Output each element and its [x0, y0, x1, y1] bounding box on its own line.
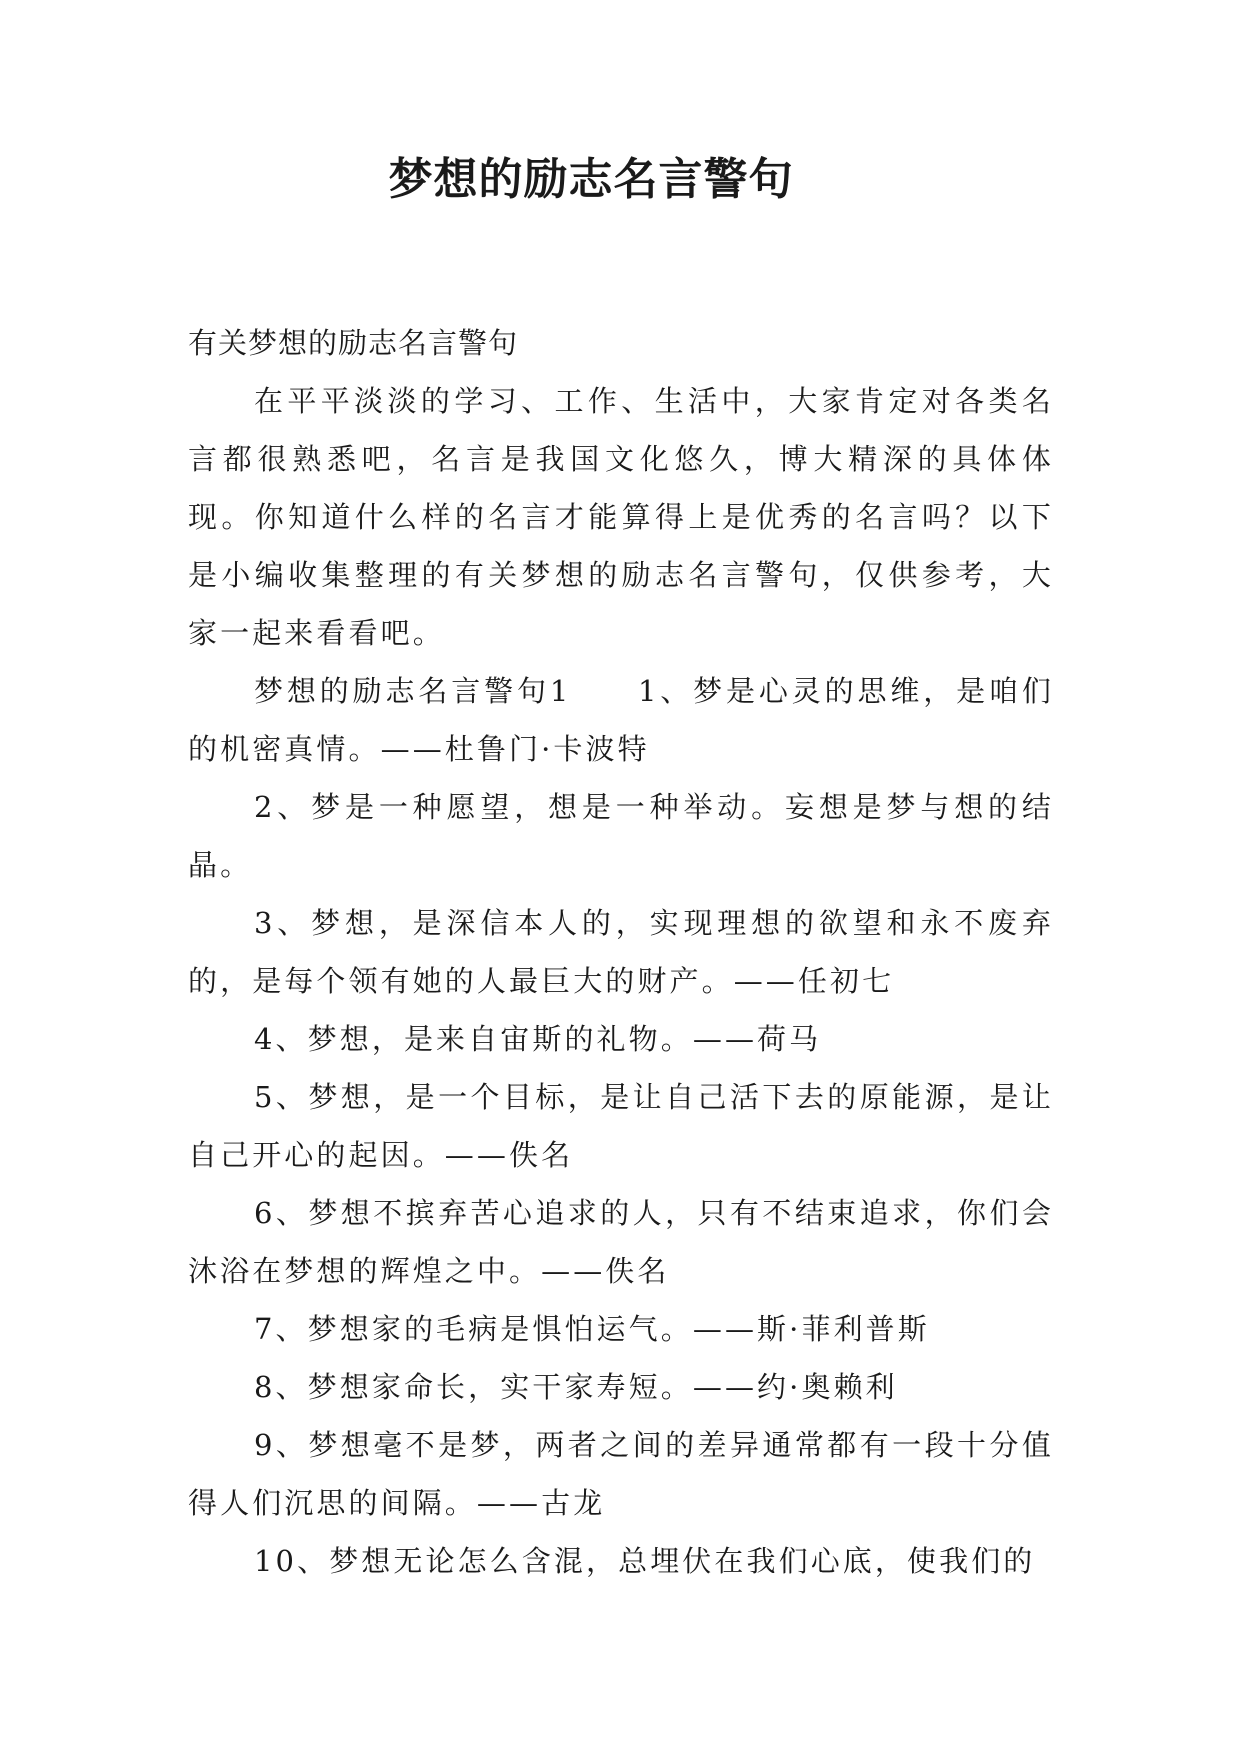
- paragraph-quote-1: 梦想的励志名言警句1 1、梦是心灵的思维，是咱们的机密真情。——杜鲁门·卡波特: [188, 674, 1054, 766]
- paragraph-quote-7: 7、梦想家的毛病是惧怕运气。——斯·菲利普斯: [254, 1312, 930, 1346]
- document-page: [188, 140, 1054, 1590]
- paragraph-quote-2: 2、梦是一种愿望，想是一种举动。妄想是梦与想的结晶。: [188, 790, 1054, 882]
- paragraph-quote-10: 10、梦想无论怎么含混，总埋伏在我们心底，使我们的: [254, 1544, 1036, 1578]
- document-title: 梦想的励志名言警句: [388, 154, 794, 205]
- paragraph-quote-4: 4、梦想，是来自宙斯的礼物。——荷马: [254, 1022, 822, 1056]
- paragraph-quote-9: 9、梦想毫不是梦，两者之间的差异通常都有一段十分值得人们沉思的间隔。——古龙: [188, 1428, 1054, 1520]
- paragraph-quote-5: 5、梦想，是一个目标，是让自己活下去的原能源，是让自己开心的起因。——佚名: [188, 1080, 1054, 1172]
- document-subtitle: 有关梦想的励志名言警句: [188, 326, 519, 360]
- paragraph-quote-6: 6、梦想不摈弃苦心追求的人，只有不结束追求，你们会沐浴在梦想的辉煌之中。——佚名: [188, 1196, 1054, 1288]
- paragraph-quote-3: 3、梦想，是深信本人的，实现理想的欲望和永不废弃的，是每个领有她的人最巨大的财产。——任初七: [188, 906, 1054, 998]
- paragraph-quote-8: 8、梦想家命长，实干家寿短。——约·奥赖利: [254, 1370, 898, 1404]
- paragraph-intro: 在平平淡淡的学习、工作、生活中，大家肯定对各类名言都很熟悉吧，名言是我国文化悠久，博大精深的具体体现。你知道什么样的名言才能算得上是优秀的名言吗？以下是小编收集整理的有关梦想的励志名言警句，仅供参考，大家一起来看看吧。: [188, 384, 1054, 650]
